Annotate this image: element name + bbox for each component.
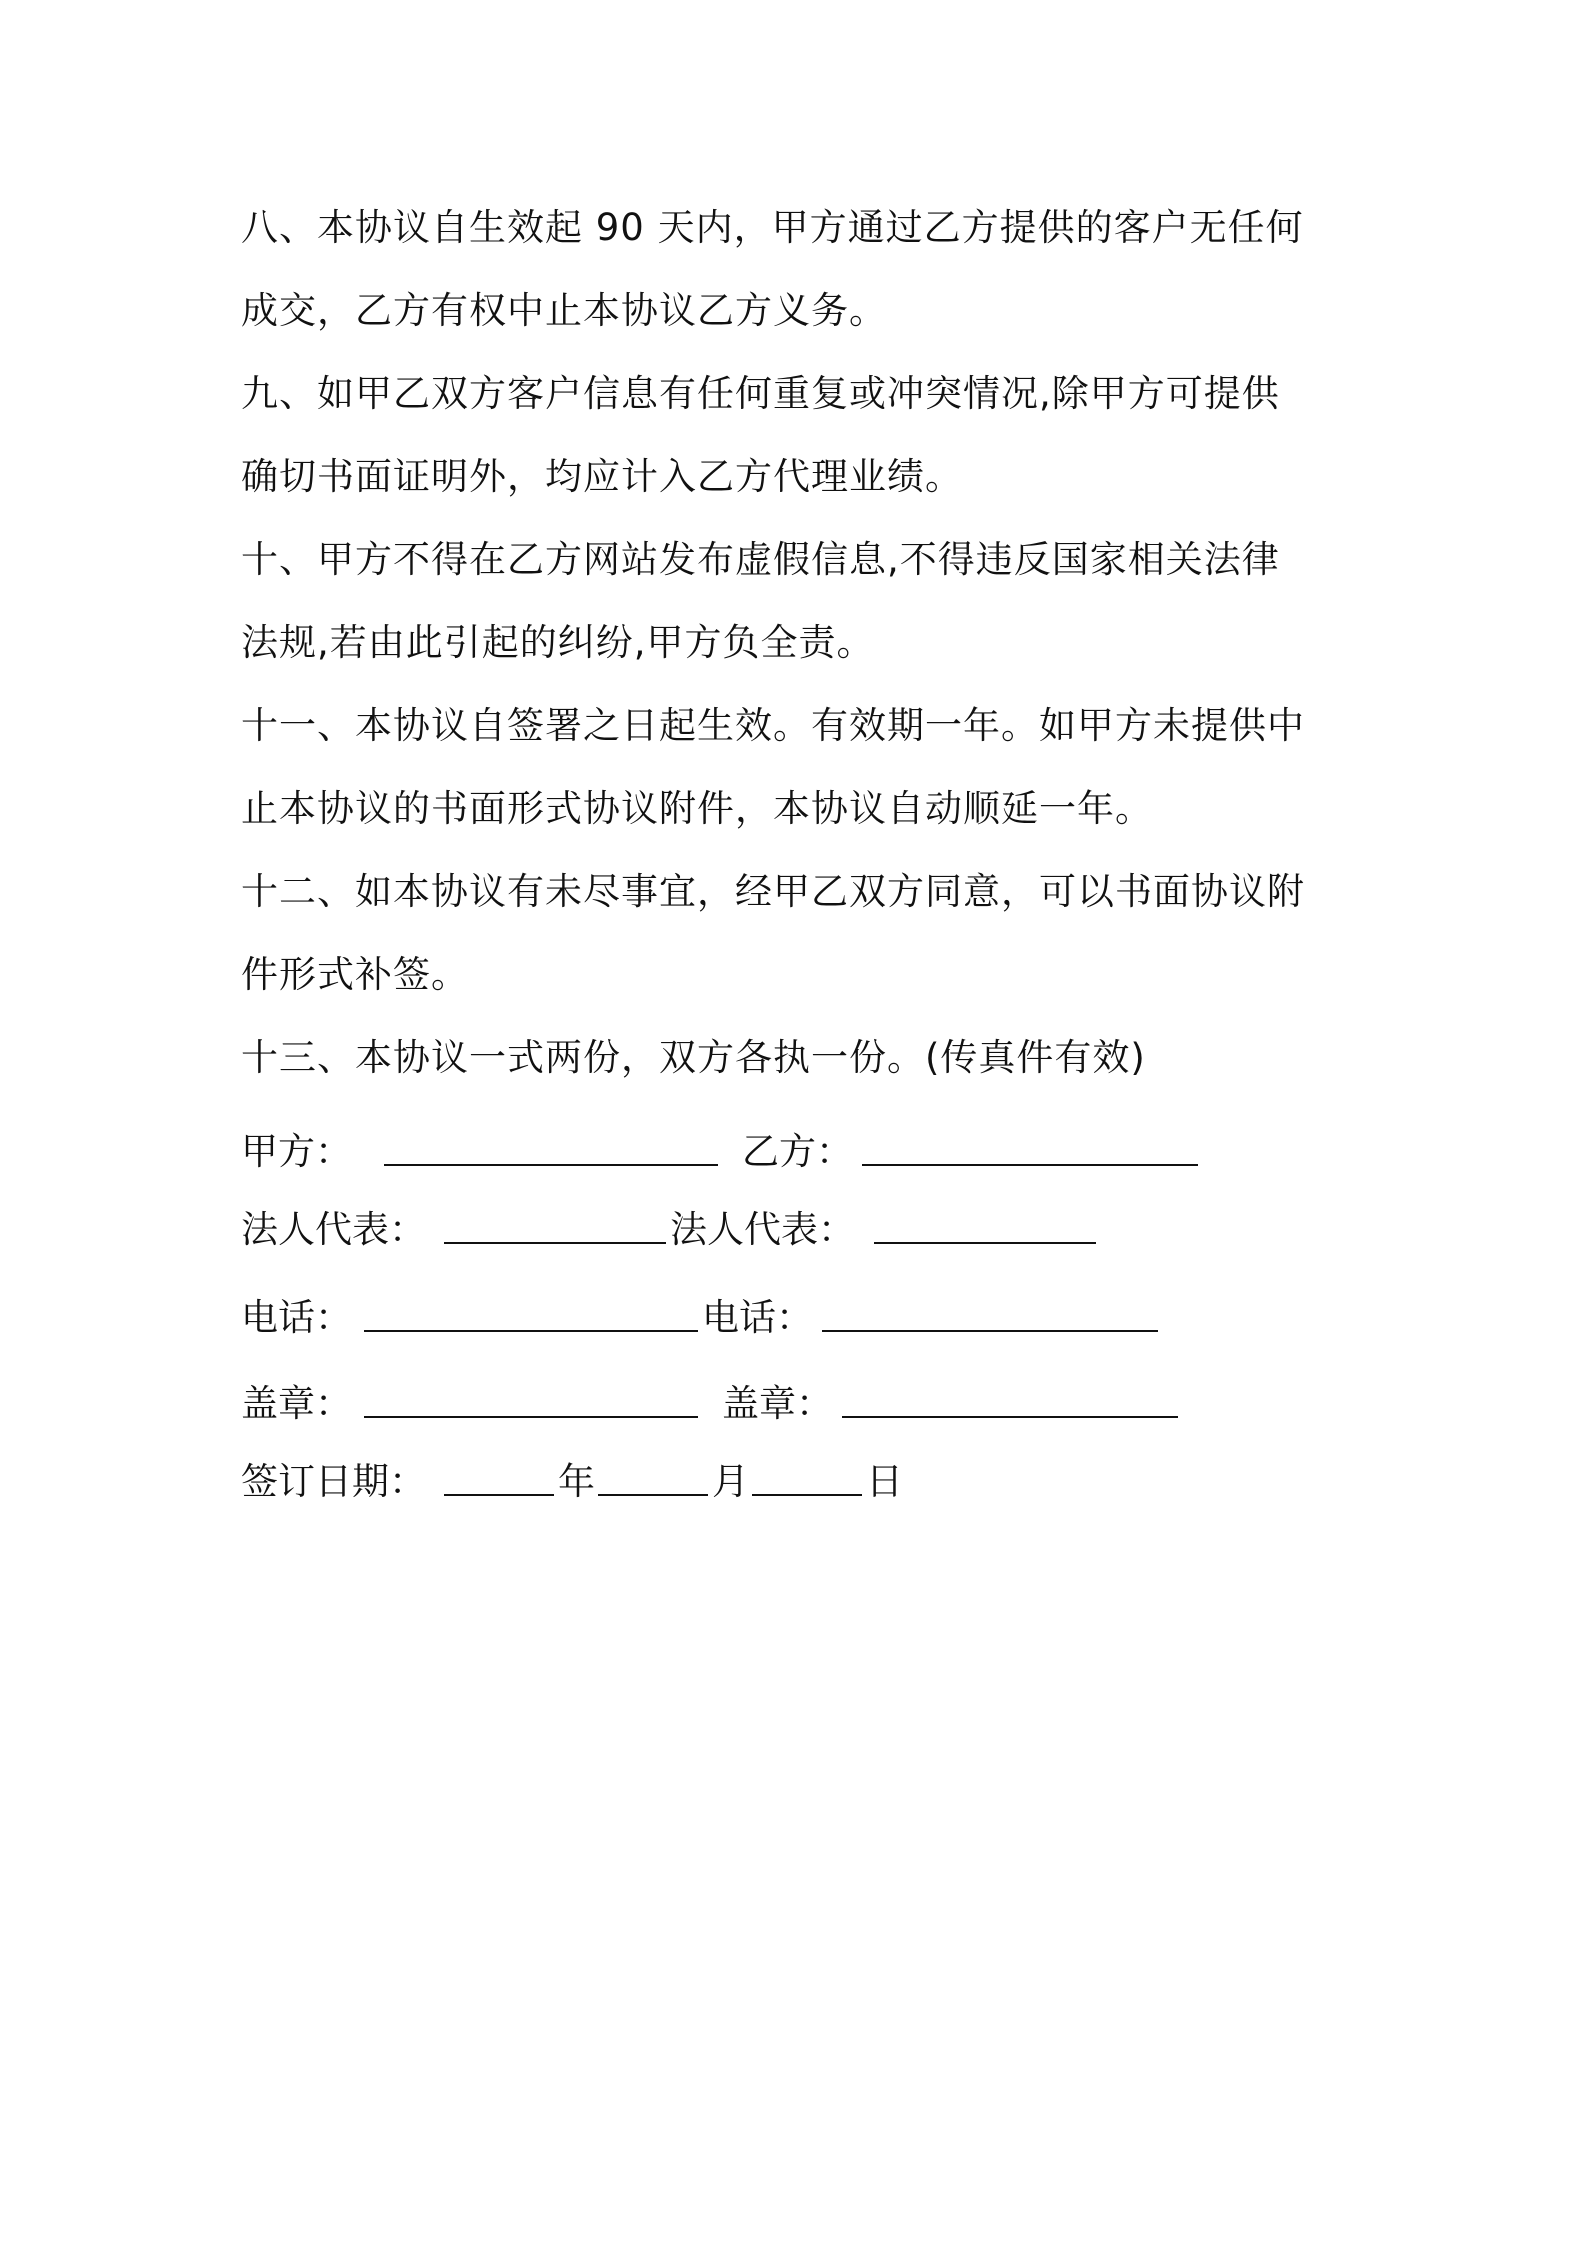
legal-rep-a-row: [241, 1206, 426, 1254]
day-label: 日: [866, 1460, 903, 1503]
seal-b-label: 盖章：: [722, 1382, 833, 1425]
month-blank[interactable]: [598, 1460, 708, 1496]
year-label: 年: [558, 1460, 595, 1503]
clause-11-line-1: 十一、本协议自签署之日起生效。有效期一年。如甲方未提供中: [241, 704, 1305, 747]
clause-10-line-2: 法规,若由此引起的纠纷,甲方负全责。: [241, 621, 875, 664]
phone-b-blank[interactable]: [822, 1296, 1158, 1332]
legal-rep-b-label: 法人代表：: [670, 1208, 855, 1251]
phone-a-blank[interactable]: [364, 1296, 698, 1332]
phone-a-label: 电话：: [241, 1296, 352, 1339]
clause-11-line-2: 止本协议的书面形式协议附件，本协议自动顺延一年。: [241, 787, 1153, 830]
date-label: 签订日期：: [241, 1460, 426, 1503]
month-label: 月: [712, 1460, 749, 1503]
clause-8-line-1: 八、本协议自生效起 90 天内，甲方通过乙方提供的客户无任何: [241, 206, 1304, 249]
phone-a-row: [241, 1294, 352, 1342]
party-b-label: 乙方：: [742, 1130, 853, 1173]
legal-rep-a-blank[interactable]: [444, 1208, 666, 1244]
party-a-label: 甲方：: [241, 1130, 352, 1173]
year-blank[interactable]: [444, 1460, 554, 1496]
legal-rep-b-row: [670, 1206, 855, 1254]
clause-12-line-2: 件形式补签。: [241, 953, 469, 996]
legal-rep-b-blank[interactable]: [874, 1208, 1096, 1244]
seal-b-row: [722, 1380, 833, 1428]
day-blank[interactable]: [752, 1460, 862, 1496]
clause-12-line-1: 十二、如本协议有未尽事宜，经甲乙双方同意，可以书面协议附: [241, 870, 1305, 913]
legal-rep-a-label: 法人代表：: [241, 1208, 426, 1251]
clause-10-line-1: 十、甲方不得在乙方网站发布虚假信息,不得违反国家相关法律: [241, 538, 1280, 581]
clause-13-line-1: 十三、本协议一式两份，双方各执一份。(传真件有效): [241, 1036, 1146, 1079]
phone-b-label: 电话：: [702, 1296, 813, 1339]
seal-a-label: 盖章：: [241, 1382, 352, 1425]
party-a-blank[interactable]: [384, 1130, 718, 1166]
clause-8-line-2: 成交，乙方有权中止本协议乙方义务。: [241, 289, 887, 332]
seal-a-blank[interactable]: [364, 1382, 698, 1418]
phone-b-row: [702, 1294, 813, 1342]
party-b-row: [742, 1128, 853, 1176]
seal-b-blank[interactable]: [842, 1382, 1178, 1418]
clause-9-line-2: 确切书面证明外，均应计入乙方代理业绩。: [241, 455, 963, 498]
date-row: [241, 1458, 426, 1506]
seal-a-row: [241, 1380, 352, 1428]
party-a-row: [241, 1128, 352, 1176]
party-b-blank[interactable]: [862, 1130, 1198, 1166]
clause-9-line-1: 九、如甲乙双方客户信息有任何重复或冲突情况,除甲方可提供: [241, 372, 1280, 415]
